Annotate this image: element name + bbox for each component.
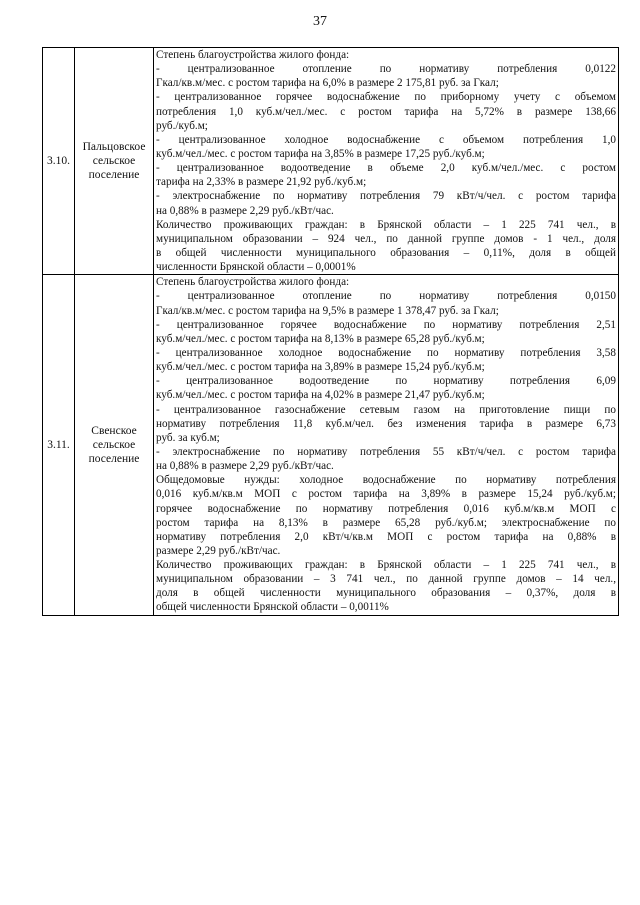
description-line: ростом тарифа на 8,13% в размере 65,28 руб./куб.м; электроснабжение по <box>156 516 616 529</box>
table-row <box>43 275 619 615</box>
description-line: муниципальном образовании – 3 741 чел., по данной группе домов – 14 чел., <box>156 573 616 586</box>
description-line: Степень благоустройства жилого фонда: <box>156 276 350 289</box>
description-line: 0,016 куб.м/кв.м МОП с ростом тарифа на 3,89% в размере 15,24 руб./куб.м; <box>156 488 616 501</box>
description-line: горячее водоснабжение по нормативу потребления 0,016 куб.м/кв.м МОП с <box>156 502 616 515</box>
description-line: на 0,88% в размере 2,29 руб./кВт/час. <box>156 460 334 473</box>
settlement-name-line: сельское <box>92 155 136 168</box>
settlement-name-line: сельское <box>92 438 136 451</box>
description-line: куб.м/чел./мес. с ростом тарифа на 4,02% в размере 21,47 руб./куб.м; <box>156 389 485 402</box>
table-row <box>43 48 619 275</box>
description-line: - электроснабжение по нормативу потребления 79 кВт/ч/чел. с ростом тарифа <box>156 190 616 203</box>
description-line: размере 2,29 руб./кВт/час. <box>156 544 281 557</box>
description-line: доля в общей численности муниципального образования – 0,37%, доля в <box>156 587 616 600</box>
description-line: Гкал/кв.м/мес. с ростом тарифа на 9,5% в размере 1 378,47 руб. за Гкал; <box>156 304 499 317</box>
settlements-table <box>42 47 619 616</box>
settlement-name-line: Пальцовское <box>82 141 146 154</box>
settlement-name-cell <box>75 275 154 615</box>
description-line: Количество проживающих граждан: в Брянской области – 1 225 741 чел., в <box>156 559 616 572</box>
description-line: общей численности Брянской области – 0,0011% <box>156 601 389 614</box>
description-line: тарифа на 2,33% в размере 21,92 руб./куб.м; <box>156 176 367 189</box>
description-line: руб./куб.м; <box>156 119 208 132</box>
description-line: - централизованное горячее водоснабжение по нормативу потребления 2,51 <box>156 318 616 331</box>
settlement-name-line: поселение <box>88 452 140 465</box>
description-cell <box>154 48 619 275</box>
description-line: руб. за куб.м; <box>156 431 220 444</box>
description-line: - централизованное водоотведение по нормативу потребления 6,09 <box>156 375 616 388</box>
description-line: - централизованное холодное водоснабжение с объемом потребления 1,0 <box>156 133 616 146</box>
description-line: - централизованное водоотведение в объеме 2,0 куб.м/чел./мес. с ростом <box>156 162 616 175</box>
description-line: потребления 1,0 куб.м/чел./мес. с ростом тарифа на 5,72% в размере 138,66 <box>156 105 616 118</box>
table-body <box>43 48 619 616</box>
row-number: 3.10. <box>43 48 75 275</box>
settlement-name-line: Свенское <box>91 424 137 437</box>
description-line: нормативу потребления 2,0 кВт/ч/кв.м МОП с ростом тарифа на 0,88% в <box>156 530 616 543</box>
description-line: на 0,88% в размере 2,29 руб./кВт/час. <box>156 204 334 217</box>
description-line: - централизованное газоснабжение сетевым газом на приготовление пищи по <box>156 403 616 416</box>
description-line: нормативу потребления 11,8 куб.м/чел. без изменения тарифа в размере 6,73 <box>156 417 616 430</box>
settlement-name-cell <box>75 48 154 275</box>
description-cell <box>154 275 619 615</box>
description-line: - централизованное отопление по нормативу потребления 0,0150 <box>156 290 616 303</box>
description-line: - централизованное горячее водоснабжение по приборному учету с объемом <box>156 91 616 104</box>
description-line: муниципальном образовании – 924 чел., по данной группе домов - 1 чел., доля <box>156 232 616 245</box>
description-line: - электроснабжение по нормативу потребления 55 кВт/ч/чел. с ростом тарифа <box>156 445 616 458</box>
description-line: численности Брянской области – 0,0001% <box>156 261 356 274</box>
description-line: - централизованное отопление по нормативу потребления 0,0122 <box>156 63 616 76</box>
settlement-name-line: поселение <box>88 169 140 182</box>
page-number: 37 <box>313 14 327 29</box>
description-line: Степень благоустройства жилого фонда: <box>156 49 350 61</box>
description-line: в общей численности муниципального образования – 0,11%, доля в общей <box>156 246 616 259</box>
description-line: куб.м/чел./мес. с ростом тарифа на 8,13% в размере 65,28 руб./куб.м; <box>156 332 485 345</box>
description-line: - централизованное холодное водоснабжение по нормативу потребления 3,58 <box>156 346 616 359</box>
description-line: Общедомовые нужды: холодное водоснабжение по нормативу потребления <box>156 474 616 487</box>
description-line: Количество проживающих граждан: в Брянской области – 1 225 741 чел., в <box>156 218 616 231</box>
description-line: Гкал/кв.м/мес. с ростом тарифа на 6,0% в размере 2 175,81 руб. за Гкал; <box>156 77 499 90</box>
row-number: 3.11. <box>43 275 75 615</box>
description-line: куб.м/чел./мес. с ростом тарифа на 3,85% в размере 17,25 руб./куб.м; <box>156 147 485 160</box>
description-line: куб.м/чел./мес. с ростом тарифа на 3,89% в размере 15,24 руб./куб.м; <box>156 361 485 374</box>
